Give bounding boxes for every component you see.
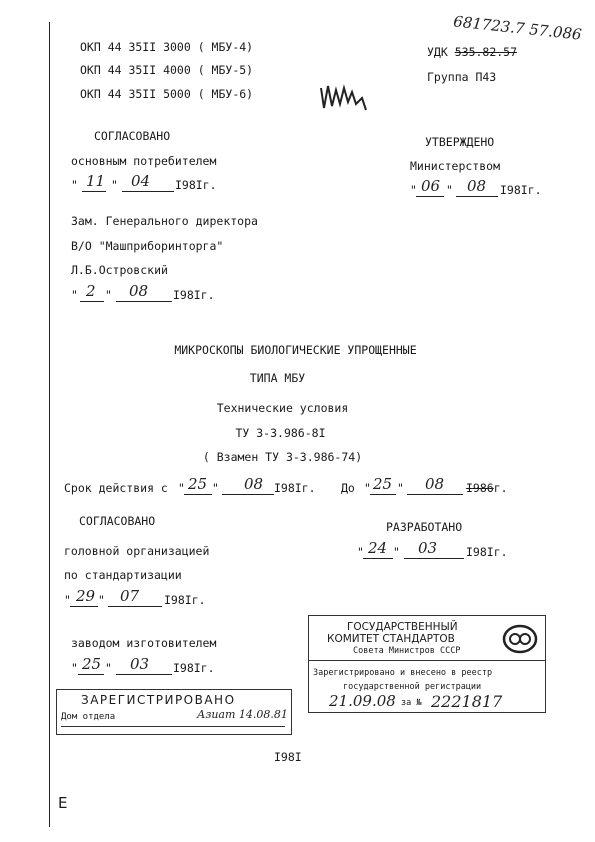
validity-quote-open: "	[178, 481, 185, 495]
agreed1-day: 11	[86, 172, 106, 190]
approved-title: УТВЕРЖДЕНО	[425, 135, 495, 149]
manufacturer-quote-close: "	[105, 661, 112, 675]
doc-title-line2	[0, 371, 595, 385]
doc-title-line3	[0, 401, 595, 415]
stamp-registered-label: Дом отдела	[61, 712, 116, 722]
stamp-state-reg-date: 21.09.08	[329, 692, 396, 710]
stamp-state-line2: КОМИТЕТ СТАНДАРТОВ	[327, 633, 455, 645]
deputy-line2: В/О "Машприборинторга"	[71, 239, 224, 253]
validity-prefix: Срок действия с	[64, 481, 168, 495]
okp-code-mbu4: ОКП 44 35II 3000 ( МБУ-4)	[80, 40, 254, 54]
deputy-day: 2	[86, 282, 96, 300]
udk-block	[427, 45, 517, 59]
deputy-line1: Зам. Генерального директора	[71, 214, 258, 228]
doc-title-line1	[0, 343, 595, 357]
agreed1-month-underline	[122, 191, 174, 192]
validity-from-month: 08	[244, 475, 264, 493]
group-code: Группа П43	[427, 70, 497, 84]
developed-title: РАЗРАБОТАНО	[386, 520, 463, 534]
agreed1-title: СОГЛАСОВАНО	[94, 129, 171, 143]
agreed1-year: I98Iг.	[175, 178, 217, 192]
agreed1-line: основным потребителем	[71, 154, 217, 168]
doc-title-text4: ТУ 3-3.986-8I	[235, 426, 326, 440]
agreed2-quote-open: "	[64, 593, 71, 607]
stamp-state-reg-label: за №	[401, 698, 422, 708]
manufacturer-month-underline	[116, 674, 172, 675]
validity-to-quote-close: "	[397, 481, 404, 495]
approved-day-underline	[416, 196, 444, 197]
stamp-state-line3: Совета Министров СССР	[353, 646, 461, 656]
developed-day-underline	[363, 558, 393, 559]
agreed2-line1: головной организацией	[64, 544, 210, 558]
deputy-day-underline	[80, 301, 104, 302]
stamp-registered-title: ЗАРЕГИСТРИРОВАНО	[81, 693, 236, 707]
okp-code-mbu5: ОКП 44 35II 4000 ( МБУ-5)	[80, 63, 254, 77]
validity-from-year: I98Iг.	[274, 481, 316, 495]
agreed1-day-underline	[82, 191, 106, 192]
doc-title-line4	[0, 426, 595, 440]
deputy-quote-open: "	[71, 288, 78, 302]
approved-day: 06	[421, 177, 441, 195]
validity-to-month-underline	[407, 494, 463, 495]
validity-to-quote-open: "	[364, 481, 371, 495]
validity-to-label: До	[341, 481, 355, 495]
signature-scribble-icon	[318, 78, 370, 118]
doc-title-text2: ТИПА МБУ	[249, 371, 306, 385]
agreed2-quote-close: "	[98, 593, 105, 607]
udk-value: 535.82.57	[454, 45, 518, 59]
agreed2-title: СОГЛАСОВАНО	[79, 514, 156, 528]
deputy-quote-close: "	[105, 288, 112, 302]
manufacturer-line: заводом изготовителем	[71, 636, 217, 650]
approved-month-underline	[456, 196, 498, 197]
validity-to-day-underline	[370, 494, 396, 495]
doc-title-text5: ( Взамен ТУ 3-3.986-74)	[202, 450, 363, 464]
manufacturer-day: 25	[82, 655, 102, 673]
stamp-registered	[56, 689, 292, 735]
agreed1-quote-open: "	[71, 178, 78, 192]
approved-quote-close: "	[446, 183, 453, 197]
validity-to-suffix: г.	[493, 481, 508, 495]
approved-year: I98Iг.	[500, 183, 542, 197]
page-frame-left-border	[49, 22, 50, 827]
manufacturer-month: 03	[130, 655, 150, 673]
agreed2-day: 29	[76, 587, 96, 605]
agreed2-month: 07	[120, 587, 140, 605]
validity-quote-close: "	[212, 481, 219, 495]
validity-from-month-underline	[222, 494, 274, 495]
manufacturer-year: I98Iг.	[173, 661, 215, 675]
manufacturer-day-underline	[78, 674, 104, 675]
approved-month: 08	[467, 177, 487, 195]
deputy-month: 08	[129, 282, 149, 300]
udk-label: УДК	[427, 45, 448, 59]
developed-month: 03	[418, 539, 438, 557]
bottom-year: I98I	[274, 750, 302, 764]
stamp-registered-signature: Азиат 14.08.81	[197, 708, 288, 721]
developed-quote-close: "	[393, 545, 400, 559]
agreed2-line2: по стандартизации	[64, 568, 182, 582]
stamp-state-reg-number: 2221817	[431, 692, 503, 711]
deputy-year: I98Iг.	[173, 288, 215, 302]
doc-title-line5	[0, 450, 595, 464]
validity-from-day: 25	[188, 475, 208, 493]
developed-month-underline	[404, 558, 464, 559]
developed-year: I98Iг.	[466, 545, 508, 559]
deputy-month-underline	[116, 301, 172, 302]
stamp-state-line4: Зарегистрировано и внесено в реестр	[313, 668, 493, 678]
agreed2-year: I98Iг.	[164, 593, 206, 607]
okp-code-mbu6: ОКП 44 35II 5000 ( МБУ-6)	[80, 87, 254, 101]
deputy-line3: Л.Б.Островский	[71, 263, 168, 277]
agreed1-month: 04	[131, 172, 151, 190]
approved-quote-open: "	[410, 183, 417, 197]
validity-to-month: 08	[425, 475, 445, 493]
agreed1-quote-close: "	[111, 178, 118, 192]
gosstandart-emblem-icon	[501, 624, 539, 654]
corner-archive-number: 681723.7 57.086	[452, 12, 583, 44]
validity-to-day: 25	[373, 475, 393, 493]
page-mark: E	[58, 794, 68, 812]
agreed2-day-underline	[70, 606, 98, 607]
approved-line: Министерством	[410, 159, 501, 173]
agreed2-month-underline	[108, 606, 162, 607]
stamp-registered-line	[61, 726, 285, 727]
stamp-state-line5: государственной регистрации	[343, 682, 482, 692]
validity-to-year	[466, 481, 508, 495]
validity-from-day-underline	[184, 494, 212, 495]
developed-day: 24	[368, 539, 388, 557]
stamp-state-line1: ГОСУДАРСТВЕННЫЙ	[347, 621, 458, 633]
doc-title-text1: МИКРОСКОПЫ БИОЛОГИЧЕСКИЕ УПРОЩЕННЫЕ	[174, 343, 417, 357]
stamp-state-committee	[308, 615, 546, 713]
stamp-state-divider	[309, 660, 545, 661]
developed-quote-open: "	[357, 545, 364, 559]
doc-title-text3: Технические условия	[216, 401, 349, 415]
validity-to-year-printed: I986	[466, 481, 494, 495]
manufacturer-quote-open: "	[71, 661, 78, 675]
